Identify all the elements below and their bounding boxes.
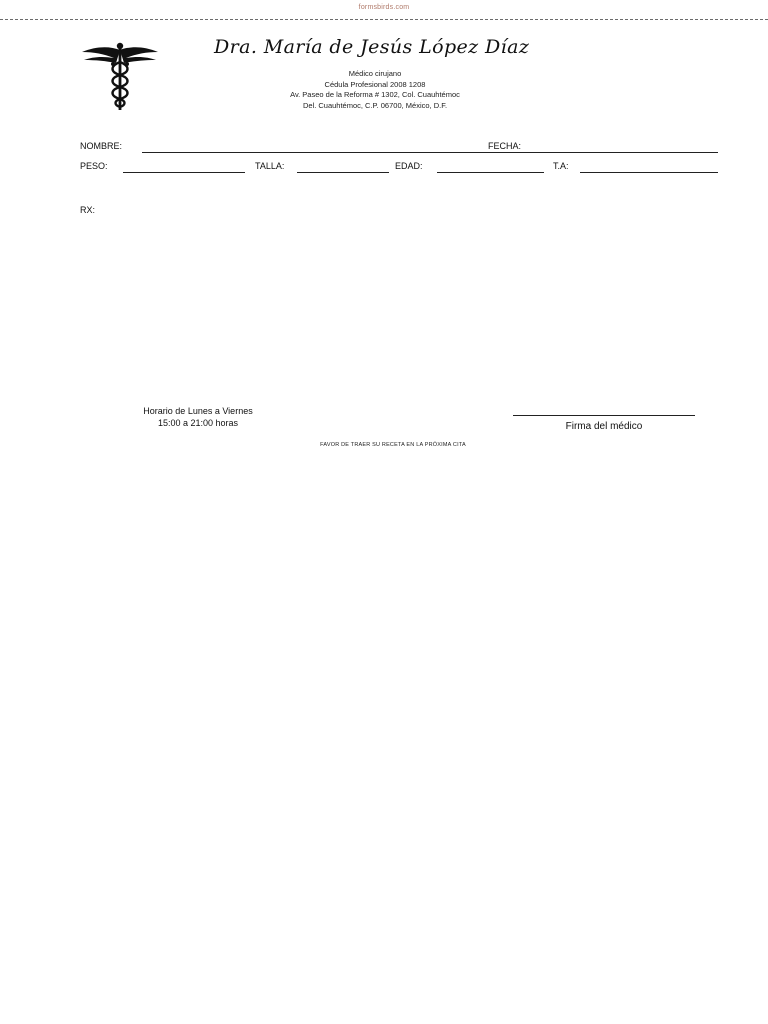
hours-line-2: 15:00 a 21:00 horas: [157, 418, 239, 428]
form-row-vitals: [80, 161, 720, 175]
address-line-2: Del. Cuauhtémoc, C.P. 06700, México, D.F.: [302, 100, 448, 110]
talla-label: TALLA:: [255, 161, 285, 171]
footer-note: FAVOR DE TRAER SU RECETA EN LA PRÓXIMA CITA: [320, 442, 466, 448]
signature-label: Firma del médico: [565, 421, 643, 432]
address-line-1: Av. Paseo de la Reforma # 1302, Col. Cuauhtémoc: [290, 90, 460, 99]
specialty-text: Médico cirujano: [348, 69, 402, 78]
form-row-nombre: [80, 141, 720, 155]
license-text: Cédula Profesional 2008 1208: [324, 79, 426, 89]
watermark-text: formsbirds.com: [358, 4, 410, 11]
caduceus-icon: [80, 40, 160, 112]
fecha-label: FECHA:: [488, 141, 522, 151]
fecha-field[interactable]: [544, 152, 718, 153]
cut-line: [0, 19, 768, 20]
nombre-label: NOMBRE:: [80, 141, 123, 151]
peso-field[interactable]: [123, 172, 245, 173]
ta-label: T.A:: [553, 161, 569, 171]
office-hours: [118, 405, 278, 429]
ta-field[interactable]: [580, 172, 718, 173]
peso-label: PESO:: [80, 161, 108, 171]
doctor-info: [230, 69, 520, 111]
doctor-name: Dra. María de Jesús López Díaz: [214, 36, 530, 58]
edad-label: EDAD:: [395, 161, 423, 171]
rx-label: RX:: [80, 205, 96, 215]
hours-line-1: Horario de Lunes a Viernes: [143, 406, 253, 416]
nombre-field[interactable]: [142, 152, 562, 153]
signature-line[interactable]: [513, 415, 695, 416]
edad-field[interactable]: [437, 172, 544, 173]
talla-field[interactable]: [297, 172, 389, 173]
